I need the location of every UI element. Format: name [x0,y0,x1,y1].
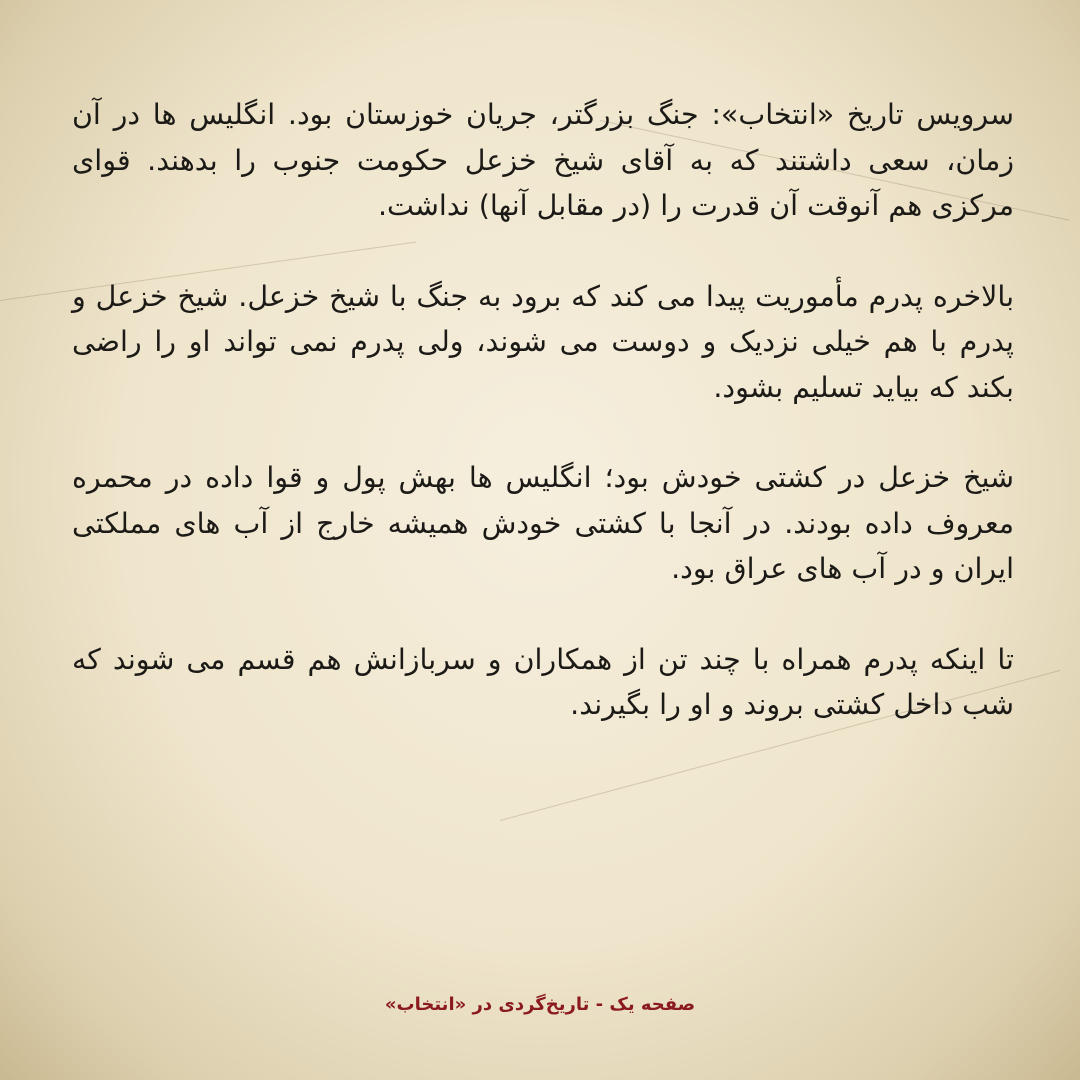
paragraph-2: بالاخره پدرم مأموریت پیدا می کند که برود به جنگ با شیخ خزعل. شیخ خزعل و پدرم با هم خیلی نزدیک و دوست می شوند، ولی پدرم نمی تواند او را راضی بکند که بیاید تسلیم بشود. [72,279,1014,404]
paragraph-4: تا اینکه پدرم همراه با چند تن از همکاران و سربازانش هم قسم می شوند که شب داخل کشتی بروند و او را بگیرند. [72,642,1014,721]
page-footer: صفحه یک - تاریخ‌گردی در «انتخاب» [384,994,696,1015]
article-body [72,92,1014,773]
paragraph-3: شیخ خزعل در کشتی خودش بود؛ انگلیس ها بهش پول و قوا داده در محمره معروف داده بودند. در آنجا با کشتی خودش همیشه خارج از آب های مملکتی ایران و در آب های عراق بود. [72,461,1014,585]
paragraph-1: سرویس تاریخ «انتخاب»: جنگ بزرگتر، جریان خوزستان بود. انگلیس ها در آن زمان، سعی داشتند که به آقای شیخ خزعل حکومت جنوب را بدهند. قوای مرکزی هم آنوقت آن قدرت را (در مقابل آنها) نداشت. [72,98,1014,222]
